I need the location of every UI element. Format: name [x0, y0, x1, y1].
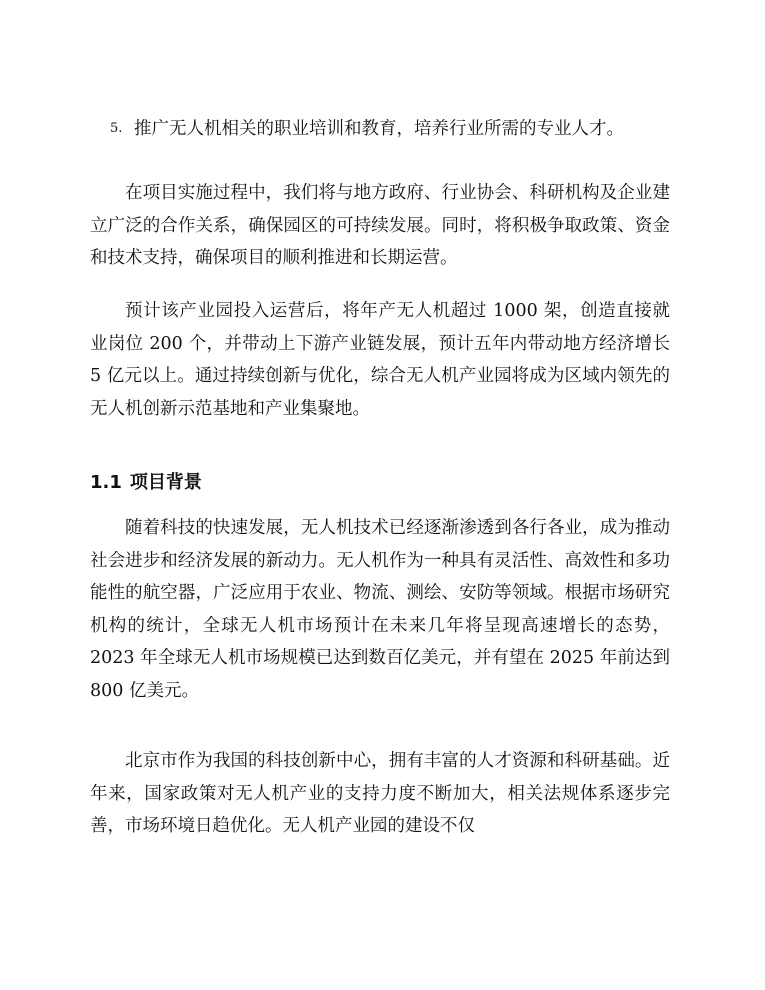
section-title: 项目背景 — [129, 472, 202, 493]
paragraph-beijing: 北京市作为我国的科技创新中心，拥有丰富的人才资源和科研基础。近年来，国家政策对无人机产业的支持力度不断加大，相关法规体系逐步完善，市场环境日趋优化。无人机产业园的建设不仅 — [90, 751, 670, 836]
section-heading — [90, 468, 202, 498]
paragraph-cooperation: 在项目实施过程中，我们将与地方政府、行业协会、科研机构及企业建立广泛的合作关系，确保园区的可持续发展。同时，将积极争取政策、资金和技术支持，确保项目的顺利推进和长期运营。 — [90, 183, 670, 268]
list-item — [110, 113, 670, 145]
list-text: 推广无人机相关的职业培训和教育，培养行业所需的专业人才。 — [134, 119, 624, 139]
list-number: 5. — [110, 121, 123, 136]
paragraph-forecast: 预计该产业园投入运营后，将年产无人机超过 1000 架，创造直接就业岗位 200 个，并带动上下游产业链发展，预计五年内带动地方经济增长 5 亿元以上。通过持续创新与优化，综合无人机产业园将成为区域内领先的无人机创新示范基地和产业集聚地。 — [90, 301, 670, 419]
paragraph-background: 随着科技的快速发展，无人机技术已经逐渐渗透到各行各业，成为推动社会进步和经济发展的新动力。无人机作为一种具有灵活性、高效性和多功能性的航空器，广泛应用于农业、物流、测绘、安防等领域。根据市场研究机构的统计，全球无人机市场预计在未来几年将呈现高速增长的态势，2023 年全球无人机市场规模已达到数百亿美元，并有望在 2025 年前达到 800 亿美元。 — [90, 518, 670, 701]
section-number: 1.1 — [90, 472, 122, 493]
